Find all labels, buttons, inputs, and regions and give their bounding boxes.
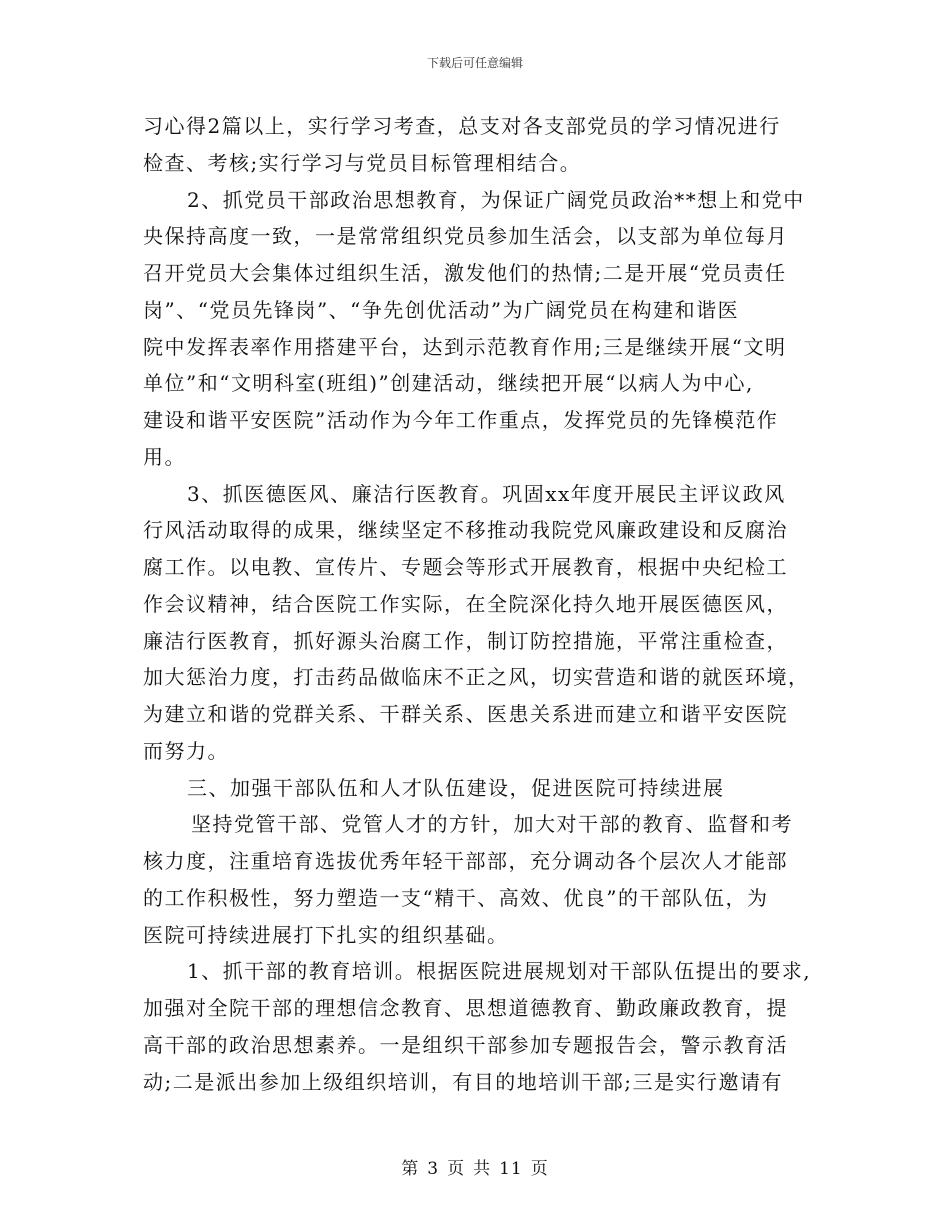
header-note: 下载后可任意编辑 [426, 56, 523, 70]
text-line: 而努力。 [143, 738, 229, 763]
text-line: 动;二是派出参加上级组织培训，有目的地培训干部;三是实行邀请有 [143, 1069, 783, 1094]
text-line: 的工作积极性，努力塑造一支“精干、高效、优良”的干部队伍，为 [143, 885, 769, 910]
text-line: 核力度，注重培育选拔优秀年轻干部部，充分调动各个层次人才能部 [143, 849, 788, 873]
text-line: 单位”和“文明科室(班组)”创建活动，继续把开展“以病人为中心, [143, 371, 754, 396]
text-line: 岗”、“党员先锋岗”、“争先创优活动”为广阔党员在构建和谐医 [143, 297, 740, 322]
text-line: 院中发挥表率作用搭建平台，达到示范教育作用;三是继续开展“文明 [143, 334, 787, 359]
text-line: 央保持高度一致，一是常常组织党员参加生活会，以支部为单位每月 [143, 224, 788, 249]
text-line: 用。 [143, 444, 186, 469]
footer-total-word: 共 [473, 1159, 492, 1179]
text-line: 为建立和谐的党群关系、干群关系、医患关系进而建立和谐平安医院 [143, 702, 788, 726]
text-line: 作会议精神，结合医院工作实际，在全院深化持久地开展医德医风， [143, 591, 788, 616]
footer-current-page: 3 [427, 1159, 440, 1179]
footer-page-unit: 页 [447, 1159, 466, 1179]
text-line: 坚持党管干部、党管人才的方针，加大对干部的教育、监督和考 [191, 812, 793, 837]
footer-total-unit: 页 [530, 1159, 549, 1179]
footer-page-word: 第 [401, 1159, 420, 1179]
text-line: 医院可持续进展打下扎实的组织基础。 [143, 922, 509, 947]
page-footer [0, 1154, 950, 1179]
text-line: 腐工作。以电教、宣传片、专题会等形式开展教育，根据中央纪检工 [143, 555, 788, 579]
body-text [143, 108, 823, 1100]
text-line: 高干部的政治思想素养。一是组织干部参加专题报告会，警示教育活 [143, 1032, 788, 1057]
text-line: 加强对全院干部的理想信念教育、思想道德教育、勤政廉政教育，提 [143, 996, 788, 1020]
text-line: 召开党员大会集体过组织生活，激发他们的热情;二是开展“党员责任 [143, 261, 787, 285]
text-line: 1、抓干部的教育培训。根据医院进展规划对干部队伍提出的要求, [187, 959, 812, 984]
section-heading: 三、加强干部队伍和人才队伍建设，促进医院可持续进展 [187, 775, 725, 800]
footer-total-pages: 11 [499, 1159, 523, 1179]
text-line: 建设和谐平安医院”活动作为今年工作重点，发挥党员的先锋模范作 [143, 408, 779, 432]
text-line: 检查、考核;实行学习与党员目标管理相结合。 [143, 150, 582, 175]
text-line: 2、抓党员干部政治思想教育，为保证广阔党员政治**想上和党中 [187, 187, 805, 212]
text-line: 3、抓医德医风、廉洁行医教育。巩固xx年度开展民主评议政风 [187, 481, 786, 506]
text-line: 加大惩治力度，打击药品做临床不正之风，切实营造和谐的就医环境， [143, 665, 810, 690]
text-line: 习心得2篇以上，实行学习考查，总支对各支部党员的学习情况进行 [143, 114, 781, 138]
text-line: 行风活动取得的成果，继续坚定不移推动我院党风廉政建设和反腐治 [143, 518, 788, 543]
text-line: 廉洁行医教育，抓好源头治腐工作，制订防控措施，平常注重检查， [143, 628, 788, 653]
